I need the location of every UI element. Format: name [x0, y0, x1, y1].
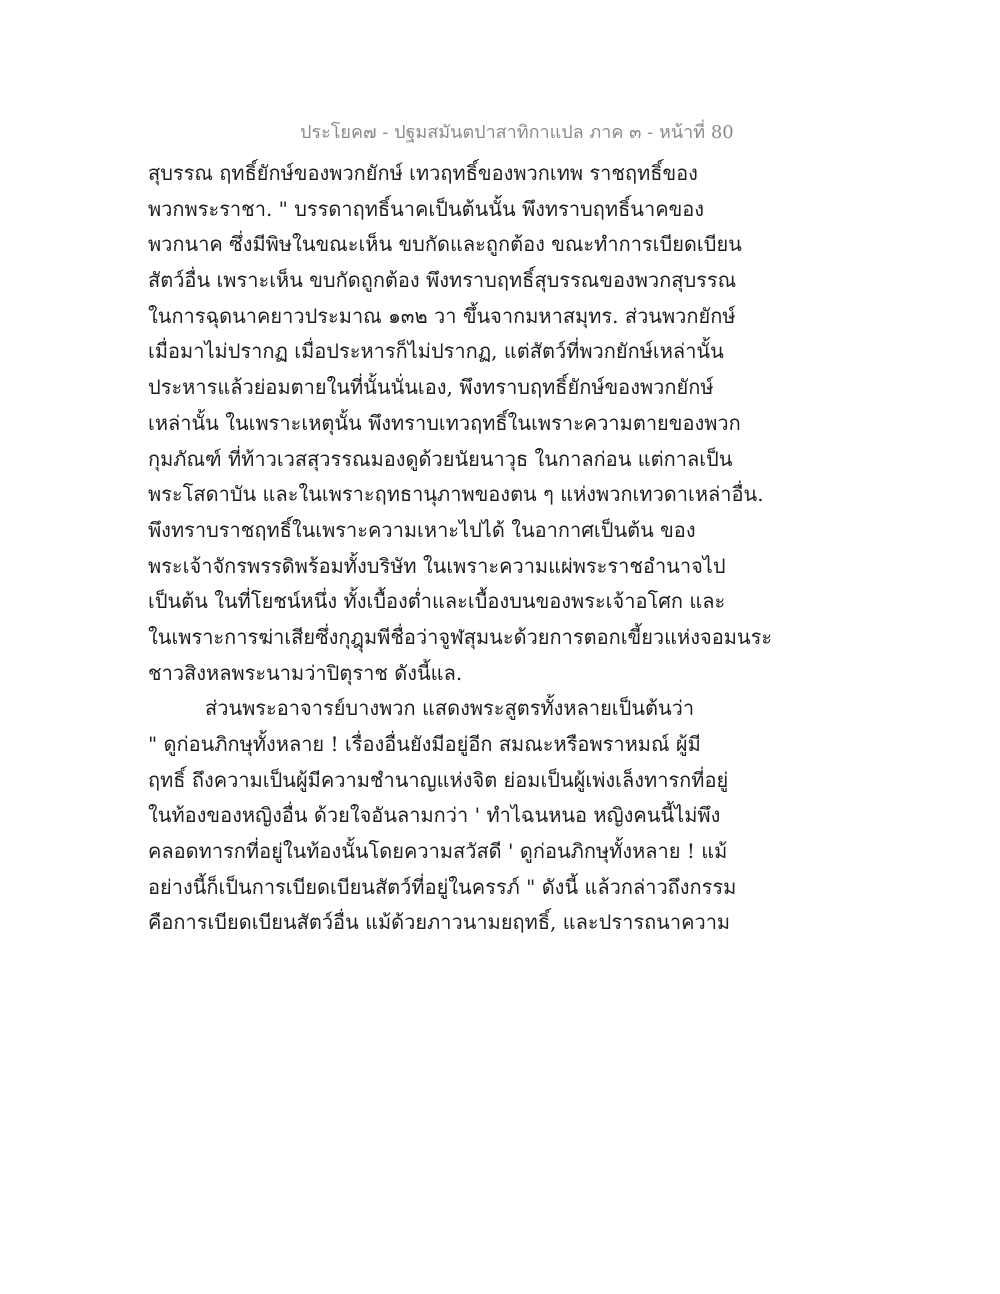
text-line: " ดูก่อนภิกษุทั้งหลาย ! เรื่องอื่นยังมีอยู่อีก สมณะหรือพราหมณ์ ผู้มี: [148, 732, 701, 756]
text-line: ฤทธิ์ ถึงความเป็นผู้มีความชำนาญแห่งจิต ย่อมเป็นผู้เพ่งเล็งทารกที่อยู่: [148, 767, 729, 792]
text-line: เหล่านั้น ในเพราะเหตุนั้น พึงทราบเทวฤทธิ์ในเพราะความตายของพวก: [148, 410, 741, 435]
paragraph-start-line: ส่วนพระอาจารย์บางพวก แสดงพระสูตรทั้งหลายเป็นต้นว่า: [205, 696, 695, 721]
text-line: พวกพระราชา. " บรรดาฤทธิ์นาคเป็นต้นนั้น พึงทราบฤทธิ์นาคของ: [148, 196, 705, 221]
text-line: คือการเบียดเบียนสัตว์อื่น แม้ด้วยภาวนามยฤทธิ์, และปรารถนาความ: [148, 910, 731, 935]
text-line: ในท้องของหญิงอื่น ด้วยใจอันลามกว่า ' ทำไฉนหนอ หญิงคนนี้ไม่พึง: [148, 803, 721, 828]
text-line: ในการฉุดนาคยาวประมาณ ๑๓๒ วา ขึ้นจากมหาสมุทร. ส่วนพวกยักษ์: [148, 303, 736, 328]
text-line: กุมภัณฑ์ ที่ท้าวเวสสุวรรณมองดูด้วยนัยนาวุธ ในกาลก่อน แต่กาลเป็น: [148, 446, 733, 471]
text-line: พึงทราบราชฤทธิ์ในเพราะความเหาะไปได้ ในอากาศเป็นต้น ของ: [148, 517, 696, 542]
text-line: ในเพราะการฆ่าเสียซึ่งกุฎุมพีชื่อว่าจูฬสุมนะด้วยการตอกเขี้ยวแห่งจอมนระ: [148, 624, 773, 649]
text-line: เมื่อมาไม่ปรากฏ เมื่อประหารก็ไม่ปรากฏ, แต่สัตว์ที่พวกยักษ์เหล่านั้น: [148, 339, 724, 364]
text-line: พระเจ้าจักรพรรดิพร้อมทั้งบริษัท ในเพราะความแผ่พระราชอำนาจไป: [148, 553, 726, 578]
text-line: อย่างนี้ก็เป็นการเบียดเบียนสัตว์ที่อยู่ในครรภ์ " ดังนี้ แล้วกล่าวถึงกรรม: [148, 874, 737, 899]
text-line: ประหารแล้วย่อมตายในที่นั้นนั่นเอง, พึงทราบฤทธิ์ยักษ์ของพวกยักษ์: [148, 375, 714, 400]
text-line: พระโสดาบัน และในเพราะฤทธานุภาพของตน ๆ แห่งพวกเทวดาเหล่าอื่น.: [148, 482, 764, 507]
text-line: ชาวสิงหลพระนามว่าปิตุราช ดังนี้แล.: [148, 660, 463, 685]
text-line: พวกนาค ซึ่งมีพิษในขณะเห็น ขบกัดและถูกต้อง ขณะทำการเบียดเบียน: [148, 232, 742, 257]
running-header: ประโยค๗ - ปฐมสมันตปาสาทิกาแปล ภาค ๓ - หน้าที่ 80: [300, 122, 734, 143]
text-line: คลอดทารกที่อยู่ในท้องนั้นโดยความสวัสดี ' ดูก่อนภิกษุทั้งหลาย ! แม้: [148, 839, 728, 864]
body-text: [148, 160, 773, 945]
text-line: สัตว์อื่น เพราะเห็น ขบกัดถูกต้อง พึงทราบฤทธิ์สุบรรณของพวกสุบรรณ: [148, 268, 737, 293]
text-line: เป็นต้น ในที่โยชน์หนึ่ง ทั้งเบื้องต่ำและเบื้องบนของพระเจ้าอโศก และ: [148, 589, 726, 614]
text-line: สุบรรณ ฤทธิ์ยักษ์ของพวกยักษ์ เทวฤทธิ์ของพวกเทพ ราชฤทธิ์ของ: [148, 161, 698, 185]
